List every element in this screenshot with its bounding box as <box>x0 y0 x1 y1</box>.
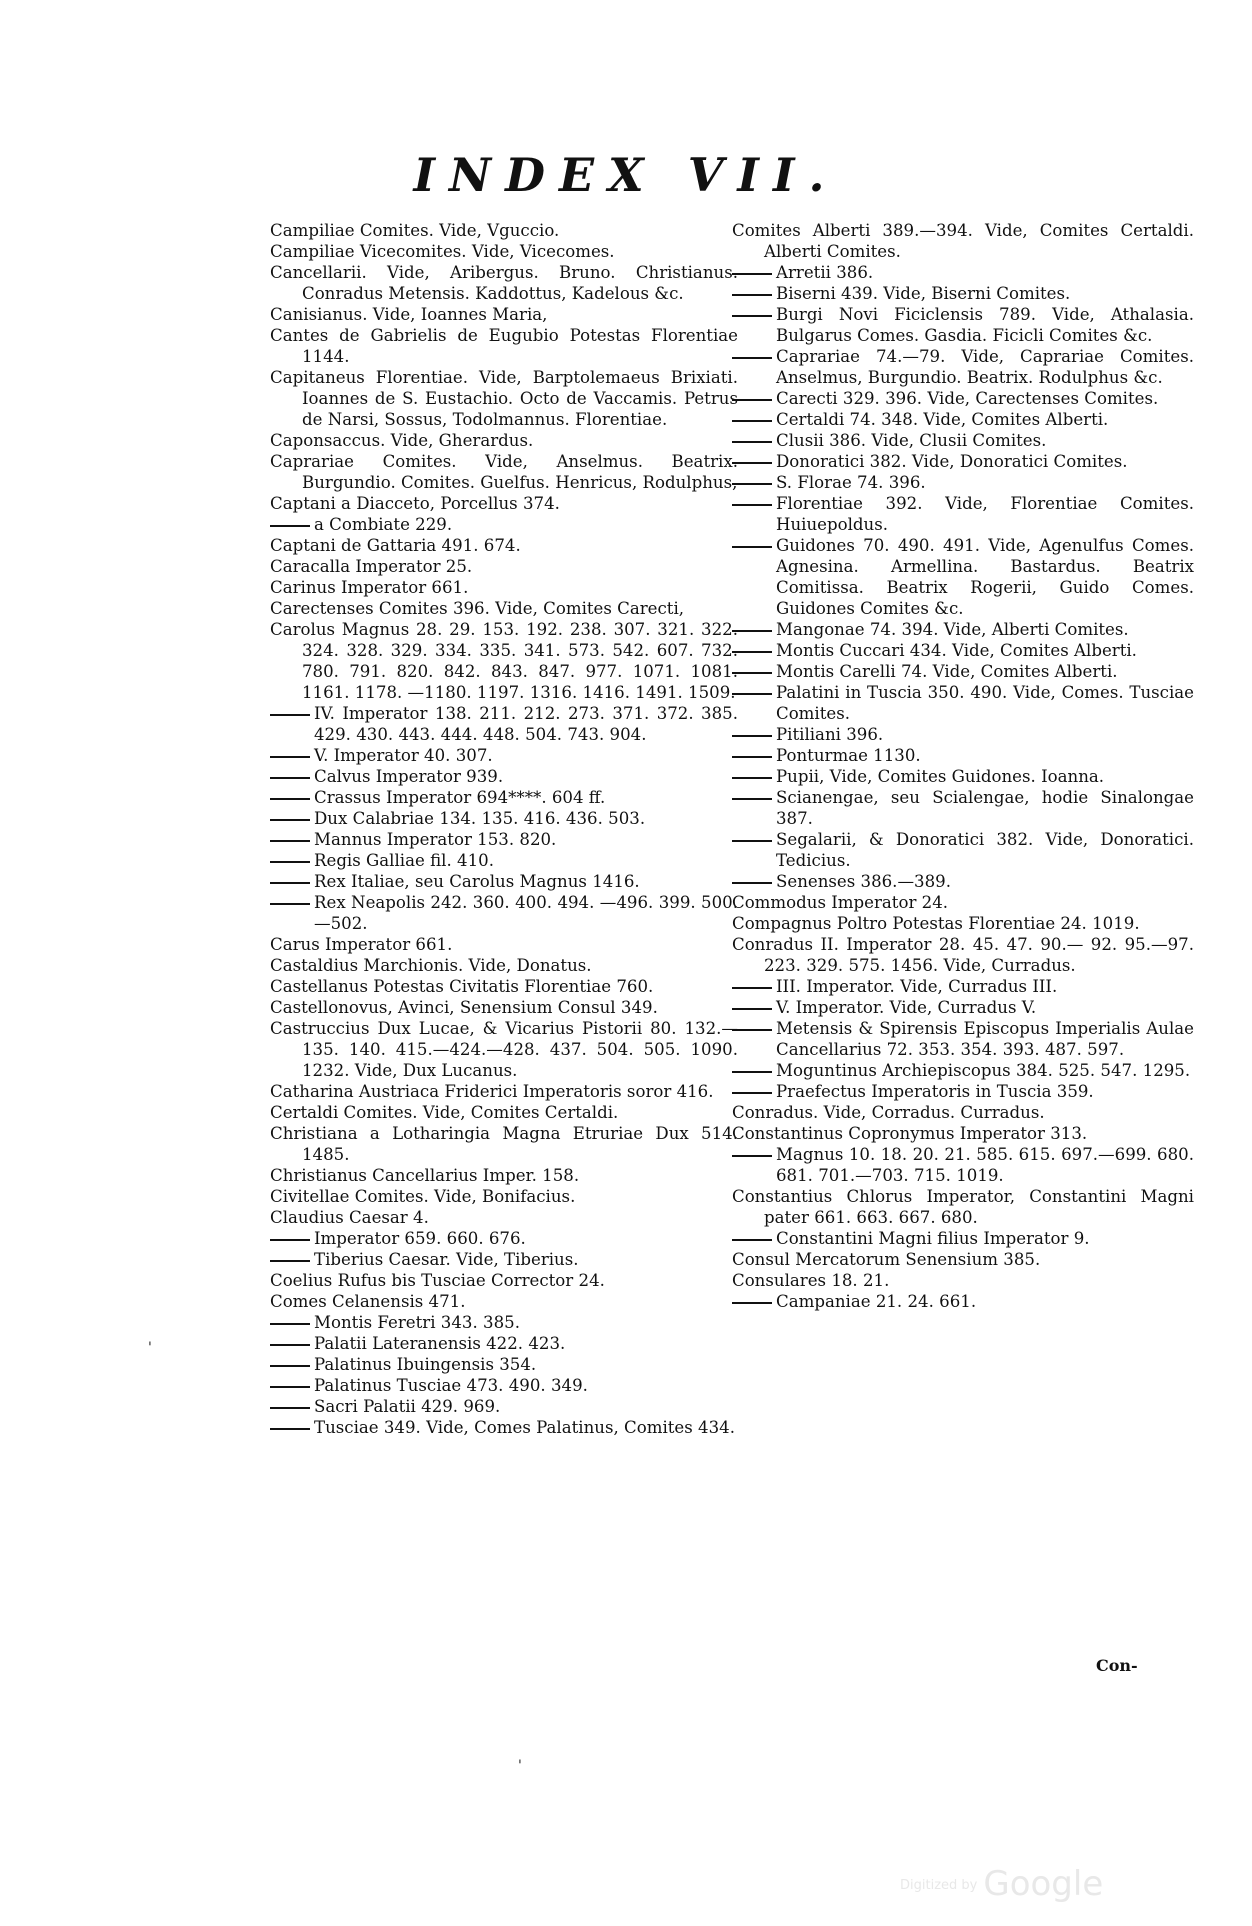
index-entry: Carus Imperator 661. <box>270 935 453 954</box>
index-entry: Comites Alberti 389.—394. Vide, Comites Certaldi. Alberti Comites. <box>732 221 1194 261</box>
index-subentry: Regis Galliae fil. 410. <box>270 850 738 871</box>
index-subentry: Metensis & Spirensis Episcopus Imperialis Aulae Cancellarius 72. 353. 354. 393. 487. 597. <box>732 1018 1194 1060</box>
index-entry: Cancellarii. Vide, Aribergus. Bruno. Christianus. Conradus Metensis. Kaddottus, Kadelous &c. <box>270 263 738 303</box>
index-entry: Constantius Chlorus Imperator, Constantini Magni pater 661. 663. 667. 680. <box>732 1187 1194 1227</box>
index-subentry: Segalarii, & Donoratici 382. Vide, Donoratici. Tedicius. <box>732 829 1194 871</box>
index-entry: Castaldius Marchionis. Vide, Donatus. <box>270 956 592 975</box>
index-subentry: III. Imperator. Vide, Curradus III. <box>732 976 1194 997</box>
index-subentry: Florentiae 392. Vide, Florentiae Comites. Huiuepoldus. <box>732 493 1194 535</box>
index-entry: Carolus Magnus 28. 29. 153. 192. 238. 307. 321. 322. 324. 328. 329. 334. 335. 341. 573. 542. 607. 732. 780. 791. 820. 842. 843. 847. 977. 1071. 1081. 1161. 1178. —1180. 1197. 1316. 1416. 1491. 1509. <box>270 620 738 702</box>
index-subentry: Palatii Lateranensis 422. 423. <box>270 1333 738 1354</box>
left-column <box>270 220 738 1438</box>
index-entry: Carinus Imperator 661. <box>270 578 469 597</box>
index-entry: Captani de Gattaria 491. 674. <box>270 536 521 555</box>
index-entry: Campiliae Vicecomites. Vide, Vicecomes. <box>270 242 615 261</box>
index-subentry: Campaniae 21. 24. 661. <box>732 1291 1194 1312</box>
index-subentry: Sacri Palatii 429. 969. <box>270 1396 738 1417</box>
index-entry: Canisianus. Vide, Ioannes Maria, <box>270 305 548 324</box>
margin-mark: ' <box>148 1340 152 1356</box>
index-subentry: Praefectus Imperatoris in Tuscia 359. <box>732 1081 1194 1102</box>
index-subentry: Tiberius Caesar. Vide, Tiberius. <box>270 1249 738 1270</box>
index-subentry: V. Imperator 40. 307. <box>270 745 738 766</box>
index-subentry: Senenses 386.—389. <box>732 871 1194 892</box>
index-subentry: Ponturmae 1130. <box>732 745 1194 766</box>
index-subentry: IV. Imperator 138. 211. 212. 273. 371. 372. 385. 429. 430. 443. 444. 448. 504. 743. 904. <box>270 703 738 745</box>
index-subentry: Pitiliani 396. <box>732 724 1194 745</box>
index-entry: Civitellae Comites. Vide, Bonifacius. <box>270 1187 576 1206</box>
index-entry: Campiliae Comites. Vide, Vguccio. <box>270 221 560 240</box>
index-entry: Caponsaccus. Vide, Gherardus. <box>270 431 534 450</box>
index-entry: Consul Mercatorum Senensium 385. <box>732 1250 1041 1269</box>
index-entry: Claudius Caesar 4. <box>270 1208 429 1227</box>
index-entry: Castellonovus, Avinci, Senensium Consul 349. <box>270 998 658 1017</box>
index-entry: Castruccius Dux Lucae, & Vicarius Pistorii 80. 132.—135. 140. 415.—424.—428. 437. 504. 505. 1090. 1232. Vide, Dux Lucanus. <box>270 1019 738 1080</box>
right-column <box>732 220 1194 1312</box>
index-subentry: Rex Neapolis 242. 360. 400. 494. —496. 399. 500.—502. <box>270 892 738 934</box>
index-entry: Consulares 18. 21. <box>732 1271 890 1290</box>
index-subentry: Pupii, Vide, Comites Guidones. Ioanna. <box>732 766 1194 787</box>
index-subentry: Calvus Imperator 939. <box>270 766 738 787</box>
index-subentry: Mangonae 74. 394. Vide, Alberti Comites. <box>732 619 1194 640</box>
index-entry: Coelius Rufus bis Tusciae Corrector 24. <box>270 1271 605 1290</box>
watermark <box>900 1864 1103 1904</box>
index-subentry: Donoratici 382. Vide, Donoratici Comites. <box>732 451 1194 472</box>
index-entry: Castellanus Potestas Civitatis Florentiae 760. <box>270 977 654 996</box>
index-entry: Commodus Imperator 24. <box>732 893 949 912</box>
index-subentry: Clusii 386. Vide, Clusii Comites. <box>732 430 1194 451</box>
index-subentry: Palatinus Ibuingensis 354. <box>270 1354 738 1375</box>
index-subentry: Biserni 439. Vide, Biserni Comites. <box>732 283 1194 304</box>
index-entry: Conradus II. Imperator 28. 45. 47. 90.— 92. 95.—97. 223. 329. 575. 1456. Vide, Curradus. <box>732 935 1194 975</box>
index-subentry: Mannus Imperator 153. 820. <box>270 829 738 850</box>
index-subentry: Caprariae 74.—79. Vide, Caprariae Comites. Anselmus, Burgundio. Beatrix. Rodulphus &c. <box>732 346 1194 388</box>
watermark-prefix: Digitized by <box>900 1878 978 1893</box>
index-subentry: Dux Calabriae 134. 135. 416. 436. 503. <box>270 808 738 829</box>
index-entry: Carectenses Comites 396. Vide, Comites Carecti, <box>270 599 685 618</box>
catchword: Con- <box>1096 1656 1138 1675</box>
index-subentry: Scianengae, seu Scialengae, hodie Sinalongae 387. <box>732 787 1194 829</box>
index-subentry: Burgi Novi Ficiclensis 789. Vide, Athalasia. Bulgarus Comes. Gasdia. Ficicli Comites &c. <box>732 304 1194 346</box>
index-subentry: V. Imperator. Vide, Curradus V. <box>732 997 1194 1018</box>
index-entry: Cantes de Gabrielis de Eugubio Potestas Florentiae 1144. <box>270 326 738 366</box>
index-entry: Caracalla Imperator 25. <box>270 557 473 576</box>
index-subentry: Guidones 70. 490. 491. Vide, Agenulfus Comes. Agnesina. Armellina. Bastardus. Beatrix Comitissa. Beatrix Rogerii, Guido Comes. Guidones Comites &c. <box>732 535 1194 619</box>
index-entry: Christianus Cancellarius Imper. 158. <box>270 1166 580 1185</box>
index-subentry: Constantini Magni filius Imperator 9. <box>732 1228 1194 1249</box>
index-entry: Catharina Austriaca Friderici Imperatoris soror 416. <box>270 1082 714 1101</box>
index-subentry: a Combiate 229. <box>270 514 738 535</box>
index-subentry: Tusciae 349. Vide, Comes Palatinus, Comites 434. <box>270 1417 738 1438</box>
margin-mark: ' <box>518 1758 522 1774</box>
index-entry: Constantinus Copronymus Imperator 313. <box>732 1124 1088 1143</box>
index-entry: Caprariae Comites. Vide, Anselmus. Beatrix. Burgundio. Comites. Guelfus. Henricus, Rodulphus, <box>270 452 738 492</box>
index-subentry: Certaldi 74. 348. Vide, Comites Alberti. <box>732 409 1194 430</box>
index-subentry: Palatini in Tuscia 350. 490. Vide, Comes. Tusciae Comites. <box>732 682 1194 724</box>
index-entry: Certaldi Comites. Vide, Comites Certaldi. <box>270 1103 619 1122</box>
index-entry: Captani a Diacceto, Porcellus 374. <box>270 494 560 513</box>
index-subentry: Montis Feretri 343. 385. <box>270 1312 738 1333</box>
index-subentry: Montis Cuccari 434. Vide, Comites Alberti. <box>732 640 1194 661</box>
index-subentry: Crassus Imperator 694****. 604 ff. <box>270 787 738 808</box>
index-subentry: S. Florae 74. 396. <box>732 472 1194 493</box>
index-subentry: Rex Italiae, seu Carolus Magnus 1416. <box>270 871 738 892</box>
index-subentry: Palatinus Tusciae 473. 490. 349. <box>270 1375 738 1396</box>
page-title: INDEX VII. <box>413 148 839 202</box>
index-entry: Compagnus Poltro Potestas Florentiae 24. 1019. <box>732 914 1140 933</box>
index-subentry: Montis Carelli 74. Vide, Comites Alberti. <box>732 661 1194 682</box>
index-entry: Comes Celanensis 471. <box>270 1292 466 1311</box>
index-entry: Christiana a Lotharingia Magna Etruriae Dux 514. 1485. <box>270 1124 738 1164</box>
index-subentry: Moguntinus Archiepiscopus 384. 525. 547. 1295. <box>732 1060 1194 1081</box>
index-entry: Conradus. Vide, Corradus. Curradus. <box>732 1103 1045 1122</box>
index-subentry: Carecti 329. 396. Vide, Carectenses Comites. <box>732 388 1194 409</box>
index-subentry: Magnus 10. 18. 20. 21. 585. 615. 697.—699. 680. 681. 701.—703. 715. 1019. <box>732 1144 1194 1186</box>
watermark-brand: Google <box>983 1864 1104 1904</box>
index-subentry: Imperator 659. 660. 676. <box>270 1228 738 1249</box>
index-entry: Capitaneus Florentiae. Vide, Barptolemaeus Brixiati. Ioannes de S. Eustachio. Octo de Vaccamis. Petrus de Narsi, Sossus, Todolmannus. Florentiae. <box>270 368 738 429</box>
index-subentry: Arretii 386. <box>732 262 1194 283</box>
